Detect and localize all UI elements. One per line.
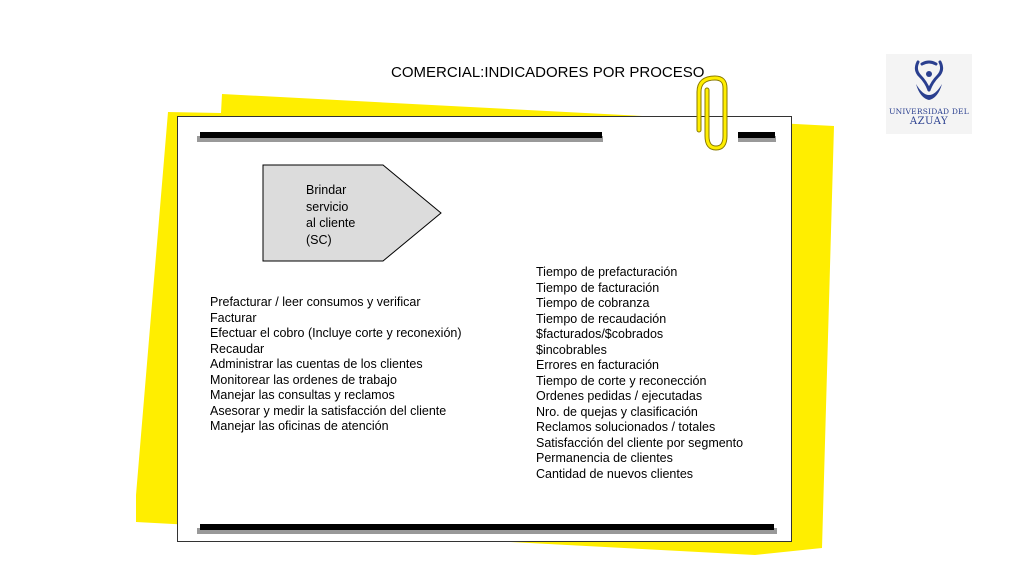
indicator-item: $incobrables: [536, 342, 607, 357]
activity-item: Efectuar el cobro (Incluye corte y reconexión): [210, 326, 462, 340]
indicator-item: Tiempo de recaudación: [536, 311, 667, 326]
indicator-item: Errores en facturación: [536, 358, 659, 372]
process-label: Brindar servicio al cliente (SC): [306, 183, 356, 247]
top-bar-left: [200, 132, 602, 138]
activities-list: [210, 295, 462, 435]
indicator-item: Reclamos solucionados / totales: [536, 420, 716, 434]
activity-item: Manejar las consultas y reclamos: [210, 388, 395, 402]
indicator-item: Cantidad de nuevos clientes: [536, 466, 694, 481]
indicator-item: Tiempo de prefacturación: [536, 265, 678, 279]
activity-item: Facturar: [210, 310, 257, 325]
indicators-list: [536, 265, 743, 482]
indicator-item: Tiempo de cobranza: [536, 296, 650, 310]
activity-item: Monitorear las ordenes de trabajo: [210, 372, 397, 387]
slide-title: COMERCIAL:INDICADORES POR PROCESO: [391, 64, 705, 81]
university-emblem-icon: [886, 54, 972, 108]
bottom-bar: [200, 524, 774, 530]
indicator-item: Satisfacción del cliente por segmento: [536, 435, 744, 450]
indicator-item: Tiempo de corte y reconección: [536, 373, 707, 388]
indicator-item: Nro. de quejas y clasificación: [536, 404, 698, 419]
indicator-item: $facturados/$cobrados: [536, 327, 664, 341]
indicator-item: Tiempo de facturación: [536, 280, 660, 295]
indicator-item: Permanencia de clientes: [536, 451, 673, 465]
logo-text-line2: AZUAY: [909, 116, 949, 127]
top-bar-right: [738, 132, 775, 138]
activity-item: Prefacturar / leer consumos y verificar: [210, 295, 421, 309]
activity-item: Recaudar: [210, 341, 265, 356]
activity-item: Administrar las cuentas de los clientes: [210, 357, 423, 371]
activity-item: Manejar las oficinas de atención: [210, 419, 389, 433]
paperclip-icon: [699, 78, 725, 148]
university-logo: [886, 54, 972, 134]
indicator-item: Ordenes pedidas / ejecutadas: [536, 389, 703, 403]
activity-item: Asesorar y medir la satisfacción del cliente: [210, 403, 447, 418]
logo-text-line1: UNIVERSIDAD DEL: [889, 107, 969, 116]
